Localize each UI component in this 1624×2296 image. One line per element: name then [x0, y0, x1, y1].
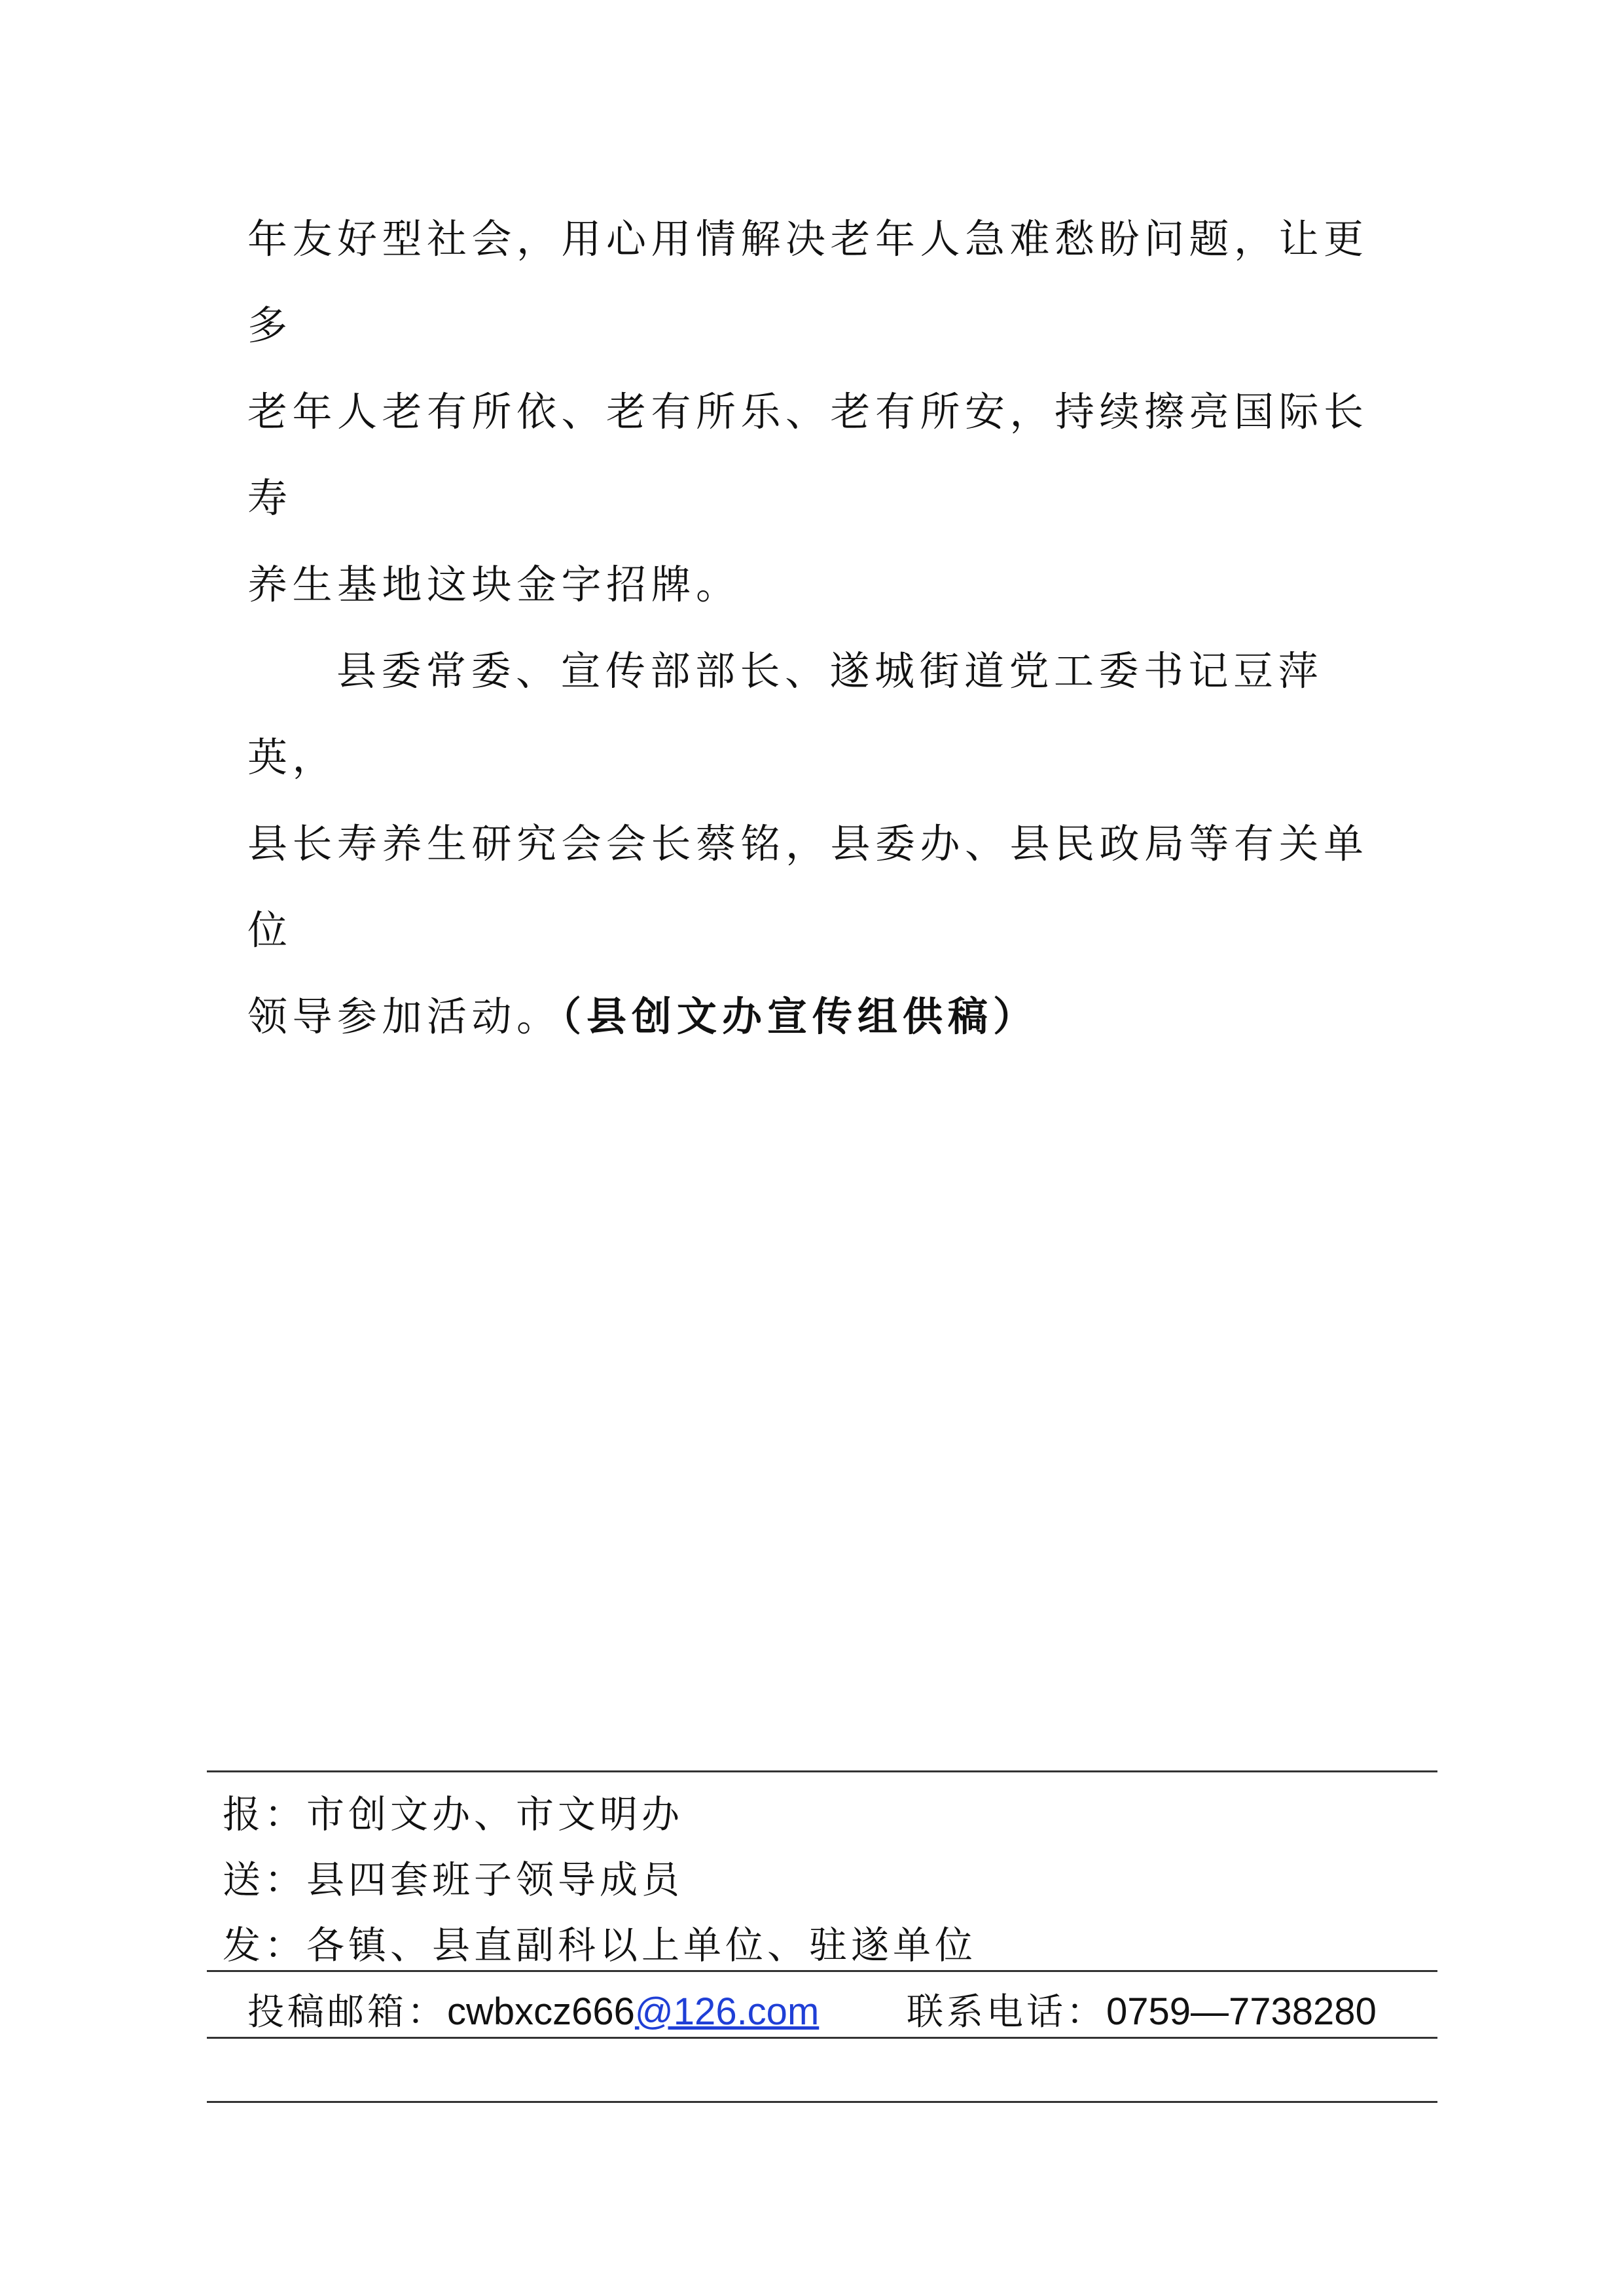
phone-label: 联系电话： — [907, 1991, 1106, 2034]
contact-phone — [907, 1983, 1377, 2036]
divider-bottom — [207, 2101, 1437, 2103]
paragraph-line: 老年人老有所依、老有所乐、老有所安，持续擦亮国际长寿 — [247, 389, 1369, 522]
distribution-send: 送：县四套班子领导成员 — [223, 1857, 684, 1902]
phone-number: 0759—7738280 — [1106, 1990, 1377, 2033]
article-body — [247, 196, 1386, 1060]
source-note: （县创文办宣传组供稿） — [561, 994, 1039, 1040]
email-label: 投稿邮箱： — [247, 1991, 447, 2034]
distribution-issue: 发：各镇、县直副科以上单位、驻遂单位 — [223, 1923, 977, 1967]
divider-lower — [207, 2037, 1437, 2039]
contact-email — [247, 1983, 819, 2036]
paragraph-line: 养生基地这块金字招牌。 — [247, 562, 741, 608]
paragraph-last-line — [247, 974, 1386, 1060]
paragraph-line: 县长寿养生研究会会长蔡铭，县委办、县民政局等有关单位 — [247, 821, 1369, 954]
paragraph-line: 县委常委、宣传部部长、遂城街道党工委书记豆萍英， — [247, 648, 1324, 781]
paragraph-line-text: 领导参加活动。 — [247, 994, 562, 1040]
divider-top — [207, 1770, 1437, 1772]
paragraph-line: 年友好型社会，用心用情解决老年人急难愁盼问题，让更多 — [247, 216, 1369, 349]
divider-middle — [207, 1970, 1437, 1972]
distribution-report: 报：市创文办、市文明办 — [223, 1792, 684, 1837]
email-link[interactable]: @126.com — [634, 1990, 820, 2033]
email-user: cwbxcz666 — [447, 1990, 635, 2033]
